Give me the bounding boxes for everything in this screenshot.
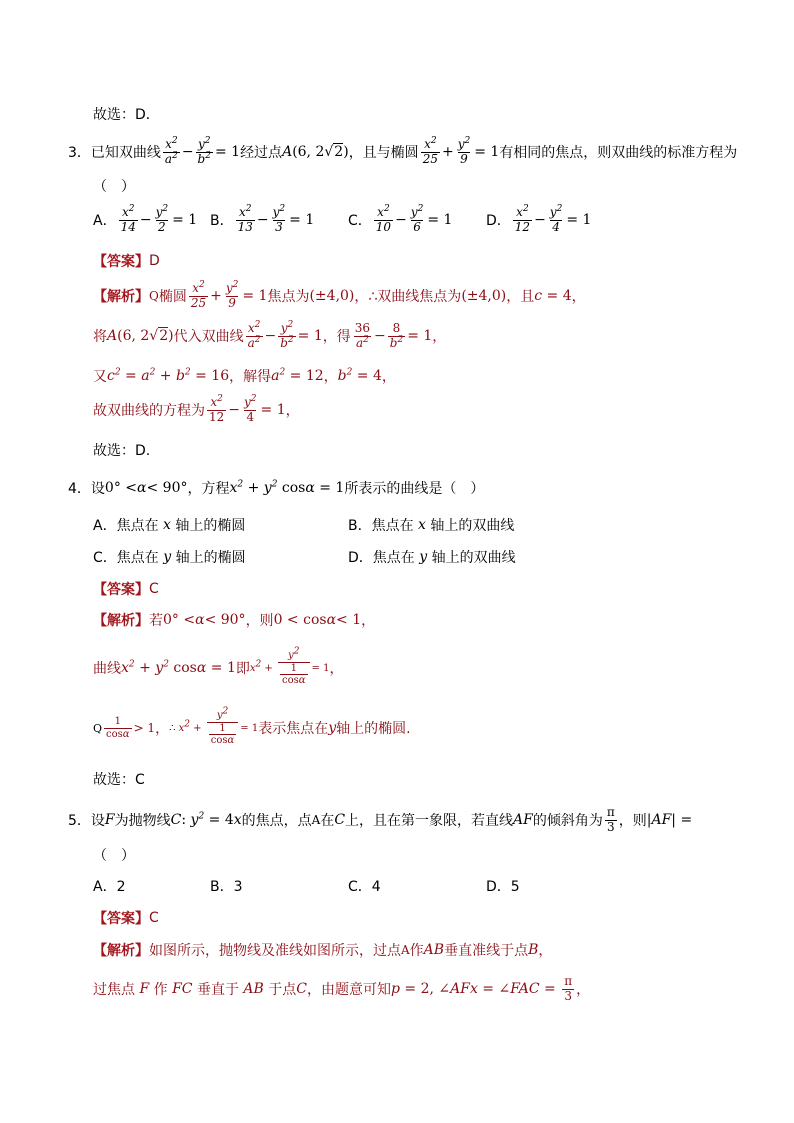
q3-option-d: D． $\frac{x^2}{12}$ − $\frac{y^2}{4}$ = 1 [486,204,592,234]
q4-option-c: C．焦点在 y 轴上的椭圆 [93,549,246,566]
q5-option-c: C．4 [348,879,381,895]
q5-analysis-line1: 【解析】 如图所示，抛物线及准线如图所示，过点 A 作 AB 垂直准线于点 B ， [93,942,553,959]
q5-option-b: B．3 [210,879,243,895]
prev-conclusion: 故选：D． [93,107,160,123]
q3-analysis-line2: 将 A (6, 2√2) 代入双曲线 $\frac{x^2}{a^2}$ − $\frac{y^2}{b^2}$ = 1 ，得 $\frac{36}{a^2}$ − $\frac{8}{b^2}$ = 1 ， [93,320,447,350]
q5-analysis-line2: 过焦点 F 作 FC 垂直于 AB 于点 C ，由题意可知 p = 2, ∠ AFx = ∠ FAC = $\frac{\pi}{3}$ ， [93,974,591,1003]
q5-stem: 5． 设 F 为抛物线 C : $y^2$ = 4 x 的焦点，点 A 在 C 上，且在第一象限，若直线 AF 的倾斜角为 $\frac{\pi}{3}$ ，则 | AF | = [68,805,693,834]
q5-blank: （ ） [93,848,135,864]
q3-analysis-line3: 又 $c^2$ = $a^2$ + $b^2$ = 16 ，解得 $a^2$ = 12 ， $b^2$ = 4 ， [93,367,396,385]
q3-analysis-line1: 【解析】 Q 椭圆 $\frac{x^2}{25}$ + $\frac{y^2}{9}$ = 1 焦点为 (±4,0) ，∴双曲线焦点为 (±4,0) ，且 c = 4 ， [93,280,586,310]
q5-option-a: A．2 [93,879,126,895]
q3-option-a: A． $\frac{x^2}{14}$ − $\frac{y^2}{2}$ = 1 [93,204,198,234]
q3-option-c: C． $\frac{x^2}{10}$ − $\frac{y^2}{6}$ = 1 [348,204,453,234]
q4-conclusion: 故选：C [93,772,145,788]
q3-conclusion: 故选：D. [93,443,151,459]
q3-answer: 【答案】 D [93,253,160,270]
q4-option-d: D．焦点在 y 轴上的双曲线 [348,549,516,566]
q4-analysis-line3: Q $\frac{1}{\cos\alpha}$ > 1 ， ∴ $x^2$ + $\frac{y^2}{\frac{1}{\cos\alpha}}$ = 1 表示焦点在 y 轴上的椭圆. [93,706,411,746]
q3-option-b: B． $\frac{x^2}{13}$ − $\frac{y^2}{3}$ = 1 [210,204,315,234]
q4-answer: 【答案】 C [93,581,159,598]
q4-stem: 4． 设 0° < α < 90° ，方程 $x^2$ + $y^2$ cos α = 1 所表示的曲线是（ ） [68,479,485,497]
q3-blank: （ ） [93,179,135,195]
q3-stem: 3． 已知双曲线 $\frac{x^2}{a^2}$ − $\frac{y^2}{b^2}$ = 1 经过点 A (6, 2√2) ，且与椭圆 $\frac{x^2}{25}$ + $\frac{y^2}{9}$ = 1 有相同的焦点，则双曲线的标准方程为 [68,136,738,166]
q4-analysis-line2: 曲线 $x^2$ + $y^2$ cos α = 1 即 $x^2$ + $\frac{y^2}{\frac{1}{\cos\alpha}}$ = 1 ， [93,646,344,686]
q3-analysis-line4: 故双曲线的方程为 $\frac{x^2}{12}$ − $\frac{y^2}{4}$ = 1 ， [93,394,300,424]
q4-option-b: B．焦点在 x 轴上的双曲线 [348,517,515,534]
q5-answer: 【答案】 C [93,910,159,927]
q4-analysis-line1: 【解析】 若 0° < α < 90° ，则 0 < cos α < 1 ， [93,612,376,629]
q5-option-d: D．5 [486,879,520,895]
q3-frac-y2b2: $\frac{y^2}{b^2}$ [197,136,211,166]
q3-frac-x2a2: $\frac{x^2}{a^2}$ [164,136,178,166]
q4-option-a: A．焦点在 x 轴上的椭圆 [93,517,246,534]
